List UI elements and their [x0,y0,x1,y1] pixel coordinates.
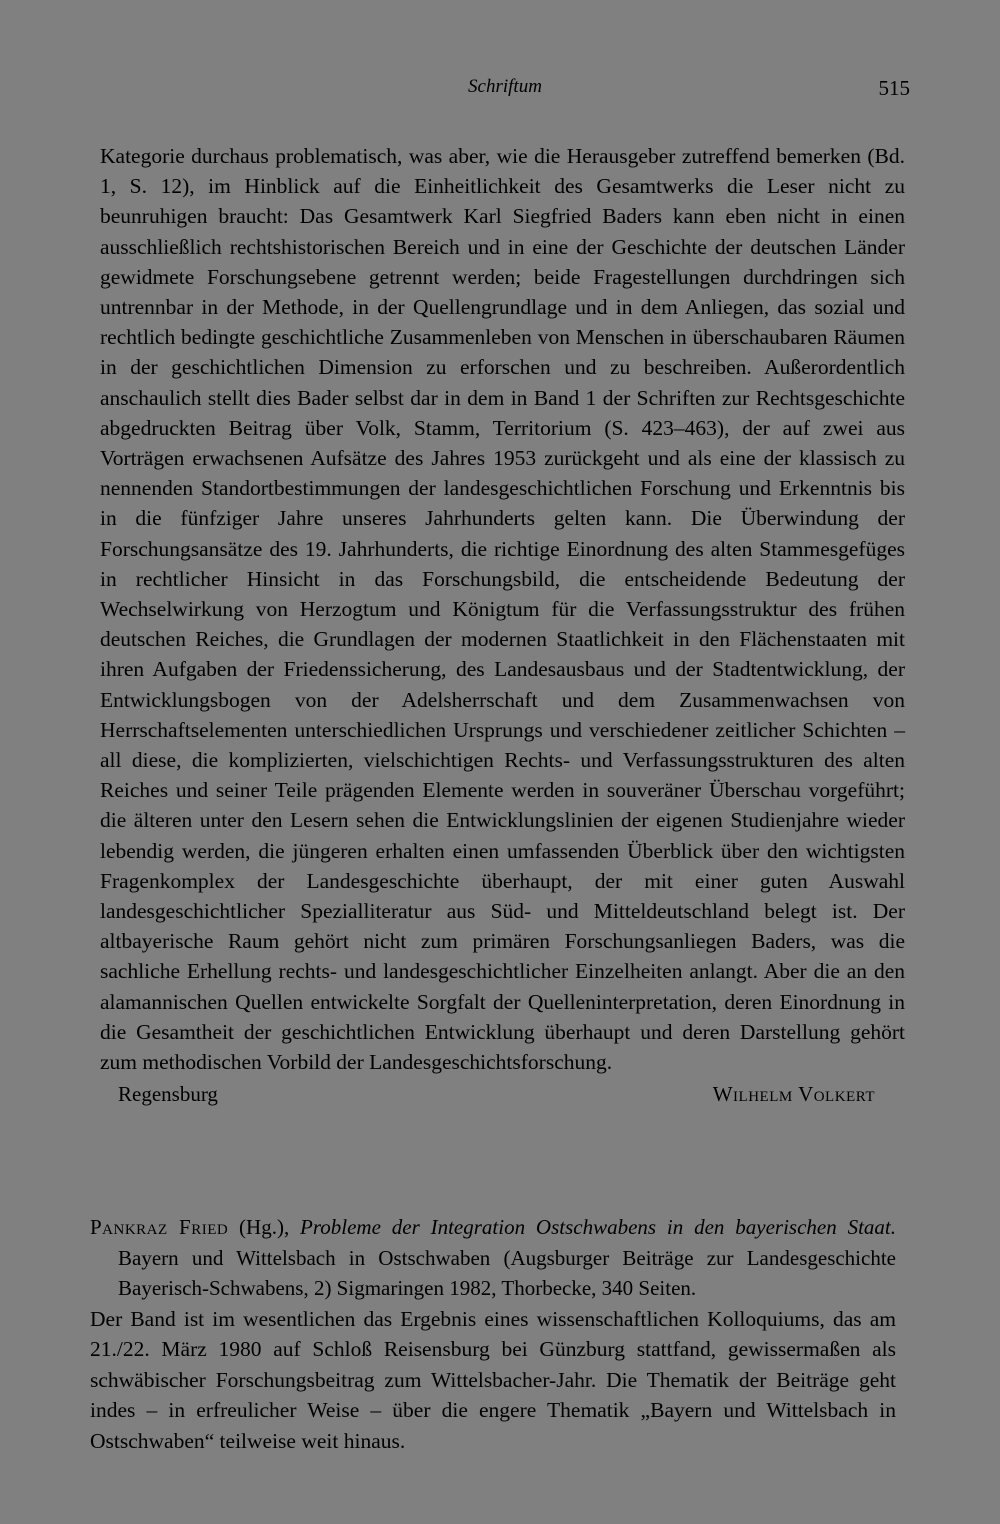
editor-suffix: (Hg.), [228,1215,301,1239]
review-author: Wilhelm Volkert [712,1082,875,1107]
review-body-paragraph: Kategorie durchaus problematisch, was aber, wie die Herausgeber zutreffend bemerken (Bd. 1, S. 12), im Hinblick auf die Einheitlichkeit des Gesamtwerks die Leser nicht zu beunruhigen braucht: Das Gesamtwerk Karl Siegfried Baders kann eben nicht in einen ausschließlich rechtshistorischen Bereich und in eine der Geschichte der deutschen Länder gewidmete Forschungsebene getrennt werden; beide Fragestellungen durchdringen sich untrennbar in der Methode, in der Quellengrundlage und in dem Anliegen, das sozial und rechtlich bedingte geschichtliche Zusammenleben von Menschen in überschaubaren Räumen in der geschichtlichen Dimension zu erforschen und zu beschreiben. Außerordentlich anschaulich stellt dies Bader selbst dar in dem in Band 1 der Schriften zur Rechtsgeschichte abgedruckten Beitrag über Volk, Stamm, Territorium (S. 423–463), der auf zwei aus Vorträgen erwachsenen Aufsätze des Jahres 1953 zurückgeht und als eine der klassisch zu nennenden Standortbestimmungen der landesgeschichtlichen Forschung und Erkenntnis bis in die fünfziger Jahre unseres Jahrhunderts gelten kann. Die Überwindung der Forschungsansätze des 19. Jahrhunderts, die richtige Einordnung des alten Stammesgefüges in rechtlicher Hinsicht in das Forschungsbild, die entscheidende Bedeutung der Wechselwirkung von Herzogtum und Königtum für die Verfassungsstruktur des frühen deutschen Reiches, die Grundlagen der modernen Staatlichkeit in den Flächenstaaten mit ihren Aufgaben der Friedenssicherung, des Landesausbaus und der Stadtentwicklung, der Entwicklungsbogen von der Adelsherrschaft und dem Zusammenwachsen von Herrschaftselementen unterschiedlichen Ursprungs und verschiedener zeitlicher Schichten – all diese, die komplizierten, vielschichtigen Rechts- und Verfassungsstrukturen des alten Reiches und seiner Teile prägenden Elemente werden in souveräner Überschau vorgeführt; die älteren unter den Lesern sehen die Entwicklungslinien der eigenen Studienjahre wieder lebendig werden, die jüngeren erhalten einen umfassenden Überblick über den wichtigsten Fragenkomplex der Landesgeschichte überhaupt, der mit einer guten Auswahl landesgeschichtlicher Spezialliteratur aus Süd- und Mitteldeutschland belegt ist. Der altbayerische Raum gehört nicht zum primären Forschungsanliegen Baders, was die sachliche Erhellung rechts- und landesgeschichtlicher Einzelheiten anlangt. Aber die an den alamannischen Quellen entwickelte Sorgfalt der Quelleninterpretation, deren Einordnung in die Gesamtheit der geschichtlichen Entwicklung überhaupt und deren Darstellung gehört zum methodischen Vorbild der Landesgeschichtsforschung. [100,144,905,1075]
bibliographic-entry [90,1212,896,1304]
review-signature [100,1079,905,1109]
book-editor: Pankraz Fried [90,1215,229,1239]
page-number: 515 [878,76,910,100]
review-body-paragraph: Der Band ist im wesentlichen das Ergebnis eines wissenschaftlichen Kolloquiums, das am 21./22. März 1980 auf Schloß Reisensburg bei Günzburg stattfand, gewissermaßen als schwäbischer Forschungsbeitrag zum Wittelsbacher-Jahr. Die Thematik der Beiträge geht indes – in erfreulicher Weise – über die engere Thematik „Bayern und Wittelsbach in Ostschwaben“ teilweise weit hinaus. [90,1306,896,1453]
review-fried [90,1212,896,1456]
page-header [100,76,910,110]
bibliographic-details: Bayern und Wittelsbach in Ostschwaben (Augsburger Beiträge zur Landesgeschichte Bayerisch-Schwabens, 2) Sigmaringen 1982, Thorbecke, 340 Seiten. [118,1245,896,1300]
book-title: Probleme der Integration Ostschwabens in den bayerischen Staat. [300,1215,896,1239]
running-head: Schriftum [468,76,542,97]
review-place: Regensburg [118,1082,218,1107]
review-wilhelm-volkert [100,141,905,1109]
